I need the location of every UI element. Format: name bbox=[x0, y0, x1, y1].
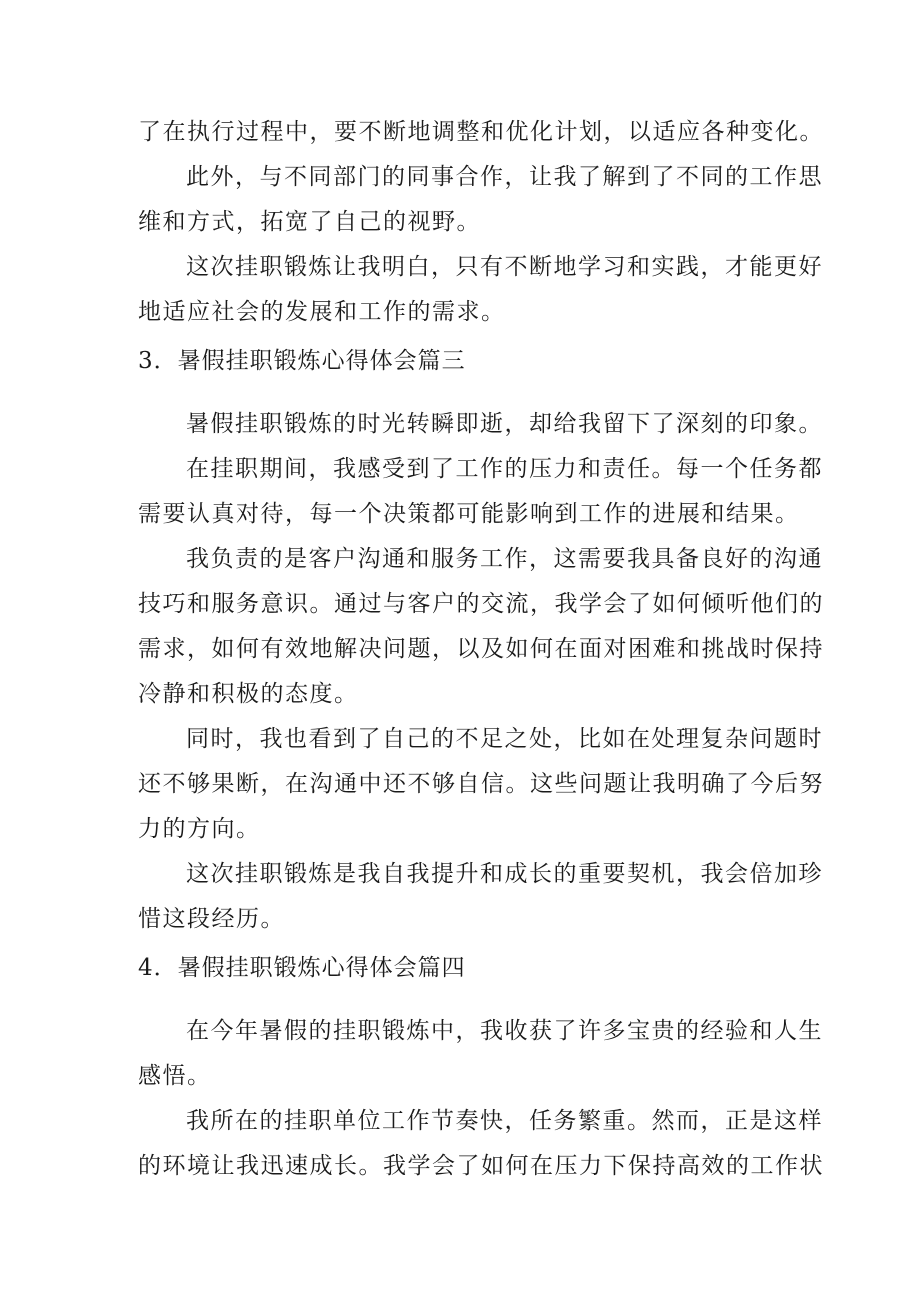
paragraph-line: 惜这段经历。 bbox=[138, 906, 285, 932]
paragraph-line: 在挂职期间，我感受到了工作的压力和责任。每一个任务都 bbox=[186, 456, 823, 482]
paragraph-line: 技巧和服务意识。通过与客户的交流，我学会了如何倾听他们的 bbox=[138, 591, 824, 617]
document-body bbox=[138, 110, 824, 1189]
paragraph-line: 力的方向。 bbox=[138, 816, 261, 842]
paragraph-line: 感悟。 bbox=[138, 1063, 212, 1089]
paragraph-line: 的环境让我迅速成长。我学会了如何在压力下保持高效的工作状 bbox=[138, 1153, 824, 1179]
paragraph-line: 了在执行过程中，要不断地调整和优化计划，以适应各种变化。 bbox=[138, 119, 824, 145]
paragraph-line: 还不够果断，在沟通中还不够自信。这些问题让我明确了今后努 bbox=[138, 771, 824, 797]
paragraph-line: 这次挂职锻炼是我自我提升和成长的重要契机，我会倍加珍 bbox=[186, 861, 823, 887]
paragraph-line: 此外，与不同部门的同事合作，让我了解到了不同的工作思 bbox=[186, 164, 823, 190]
paragraph-line: 需要认真对待，每一个决策都可能影响到工作的进展和结果。 bbox=[138, 501, 800, 527]
paragraph-line: 需求，如何有效地解决问题，以及如何在面对困难和挑战时保持 bbox=[138, 636, 824, 662]
section-heading: 4．暑假挂职锻炼心得体会篇四 bbox=[138, 955, 466, 981]
section-heading: 3．暑假挂职锻炼心得体会篇三 bbox=[138, 348, 466, 374]
paragraph-line: 维和方式，拓宽了自己的视野。 bbox=[138, 209, 481, 235]
paragraph-line: 冷静和积极的态度。 bbox=[138, 681, 359, 707]
paragraph-line: 暑假挂职锻炼的时光转瞬即逝，却给我留下了深刻的印象。 bbox=[186, 411, 823, 437]
paragraph-line: 同时，我也看到了自己的不足之处，比如在处理复杂问题时 bbox=[186, 726, 823, 752]
paragraph-line: 我所在的挂职单位工作节奏快，任务繁重。然而，正是这样 bbox=[186, 1108, 823, 1134]
paragraph-line: 我负责的是客户沟通和服务工作，这需要我具备良好的沟通 bbox=[186, 546, 823, 572]
paragraph-line: 地适应社会的发展和工作的需求。 bbox=[138, 299, 506, 325]
paragraph-line: 在今年暑假的挂职锻炼中，我收获了许多宝贵的经验和人生 bbox=[186, 1018, 823, 1044]
paragraph-line: 这次挂职锻炼让我明白，只有不断地学习和实践，才能更好 bbox=[186, 254, 823, 280]
